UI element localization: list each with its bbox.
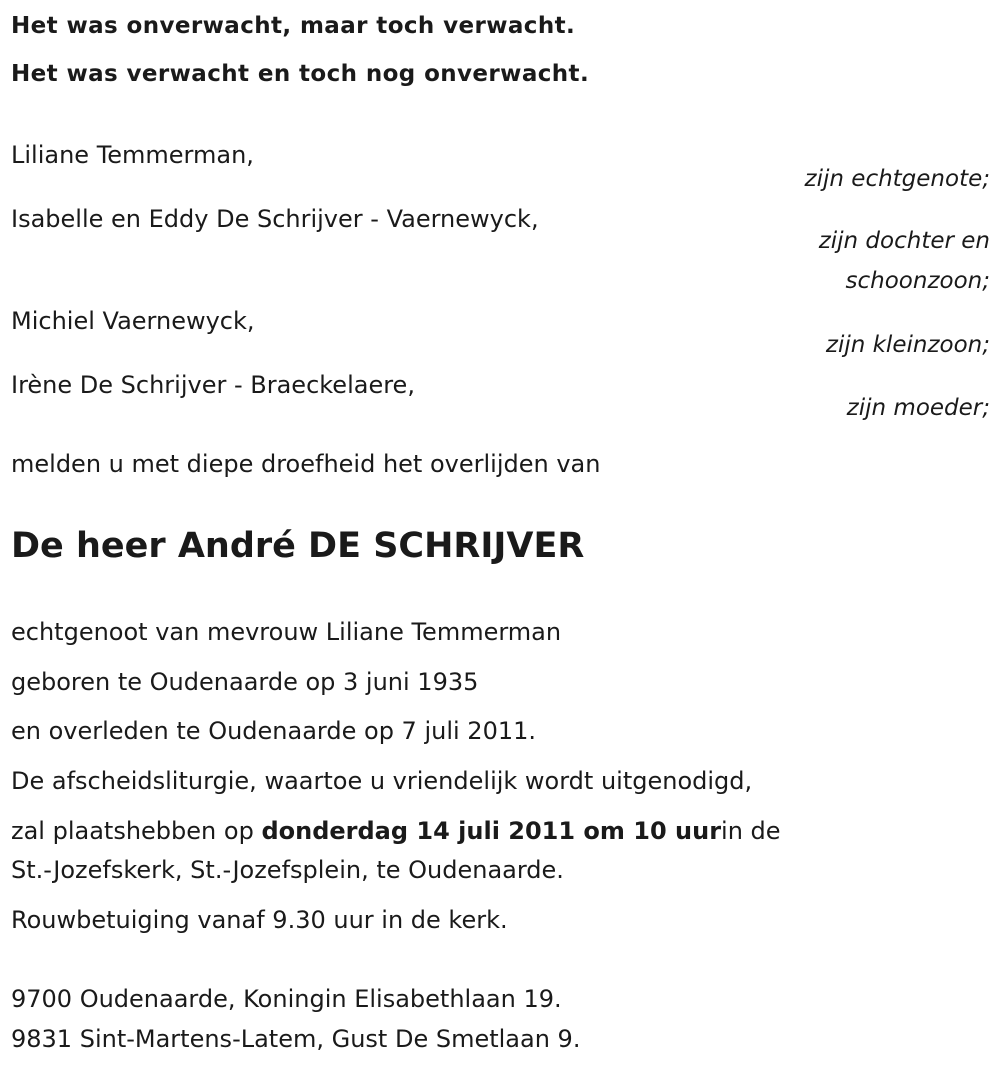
announcement-text: melden u met diepe droefheid het overlijden van bbox=[11, 450, 601, 478]
detail-liturgy: De afscheidsliturgie, waartoe u vriendelijk wordt uitgenodigd, bbox=[11, 767, 753, 795]
service-prefix: zal plaatshebben op bbox=[11, 817, 262, 845]
address-2: 9831 Sint-Martens-Latem, Gust De Smetlaan 9. bbox=[11, 1025, 581, 1053]
family-role-daughter-line1: zijn dochter en bbox=[818, 228, 990, 254]
family-name-spouse: Liliane Temmerman, bbox=[11, 141, 254, 169]
family-role-grandson: zijn kleinzoon; bbox=[825, 332, 990, 358]
detail-born: geboren te Oudenaarde op 3 juni 1935 bbox=[11, 668, 479, 696]
detail-died: en overleden te Oudenaarde op 7 juli 2011. bbox=[11, 717, 536, 745]
intro-line-1: Het was onverwacht, maar toch verwacht. bbox=[11, 13, 576, 39]
address-1: 9700 Oudenaarde, Koningin Elisabethlaan 19. bbox=[11, 985, 562, 1013]
service-date: donderdag 14 juli 2011 om 10 uur bbox=[261, 817, 722, 845]
family-role-mother: zijn moeder; bbox=[846, 395, 990, 421]
service-suffix: in de bbox=[721, 817, 781, 845]
deceased-name: De heer André DE SCHRIJVER bbox=[11, 526, 585, 566]
detail-condolences: Rouwbetuiging vanaf 9.30 uur in de kerk. bbox=[11, 906, 508, 934]
detail-service bbox=[11, 816, 781, 846]
family-role-daughter-line2: schoonzoon; bbox=[845, 268, 990, 294]
family-name-daughter: Isabelle en Eddy De Schrijver - Vaernewyck, bbox=[11, 205, 539, 233]
intro-line-2: Het was verwacht en toch nog onverwacht. bbox=[11, 61, 590, 87]
family-name-grandson: Michiel Vaernewyck, bbox=[11, 307, 255, 335]
detail-spouse: echtgenoot van mevrouw Liliane Temmerman bbox=[11, 618, 562, 646]
family-name-mother: Irène De Schrijver - Braeckelaere, bbox=[11, 371, 415, 399]
detail-location: St.-Jozefskerk, St.-Jozefsplein, te Oudenaarde. bbox=[11, 856, 564, 884]
family-role-spouse: zijn echtgenote; bbox=[804, 166, 990, 192]
